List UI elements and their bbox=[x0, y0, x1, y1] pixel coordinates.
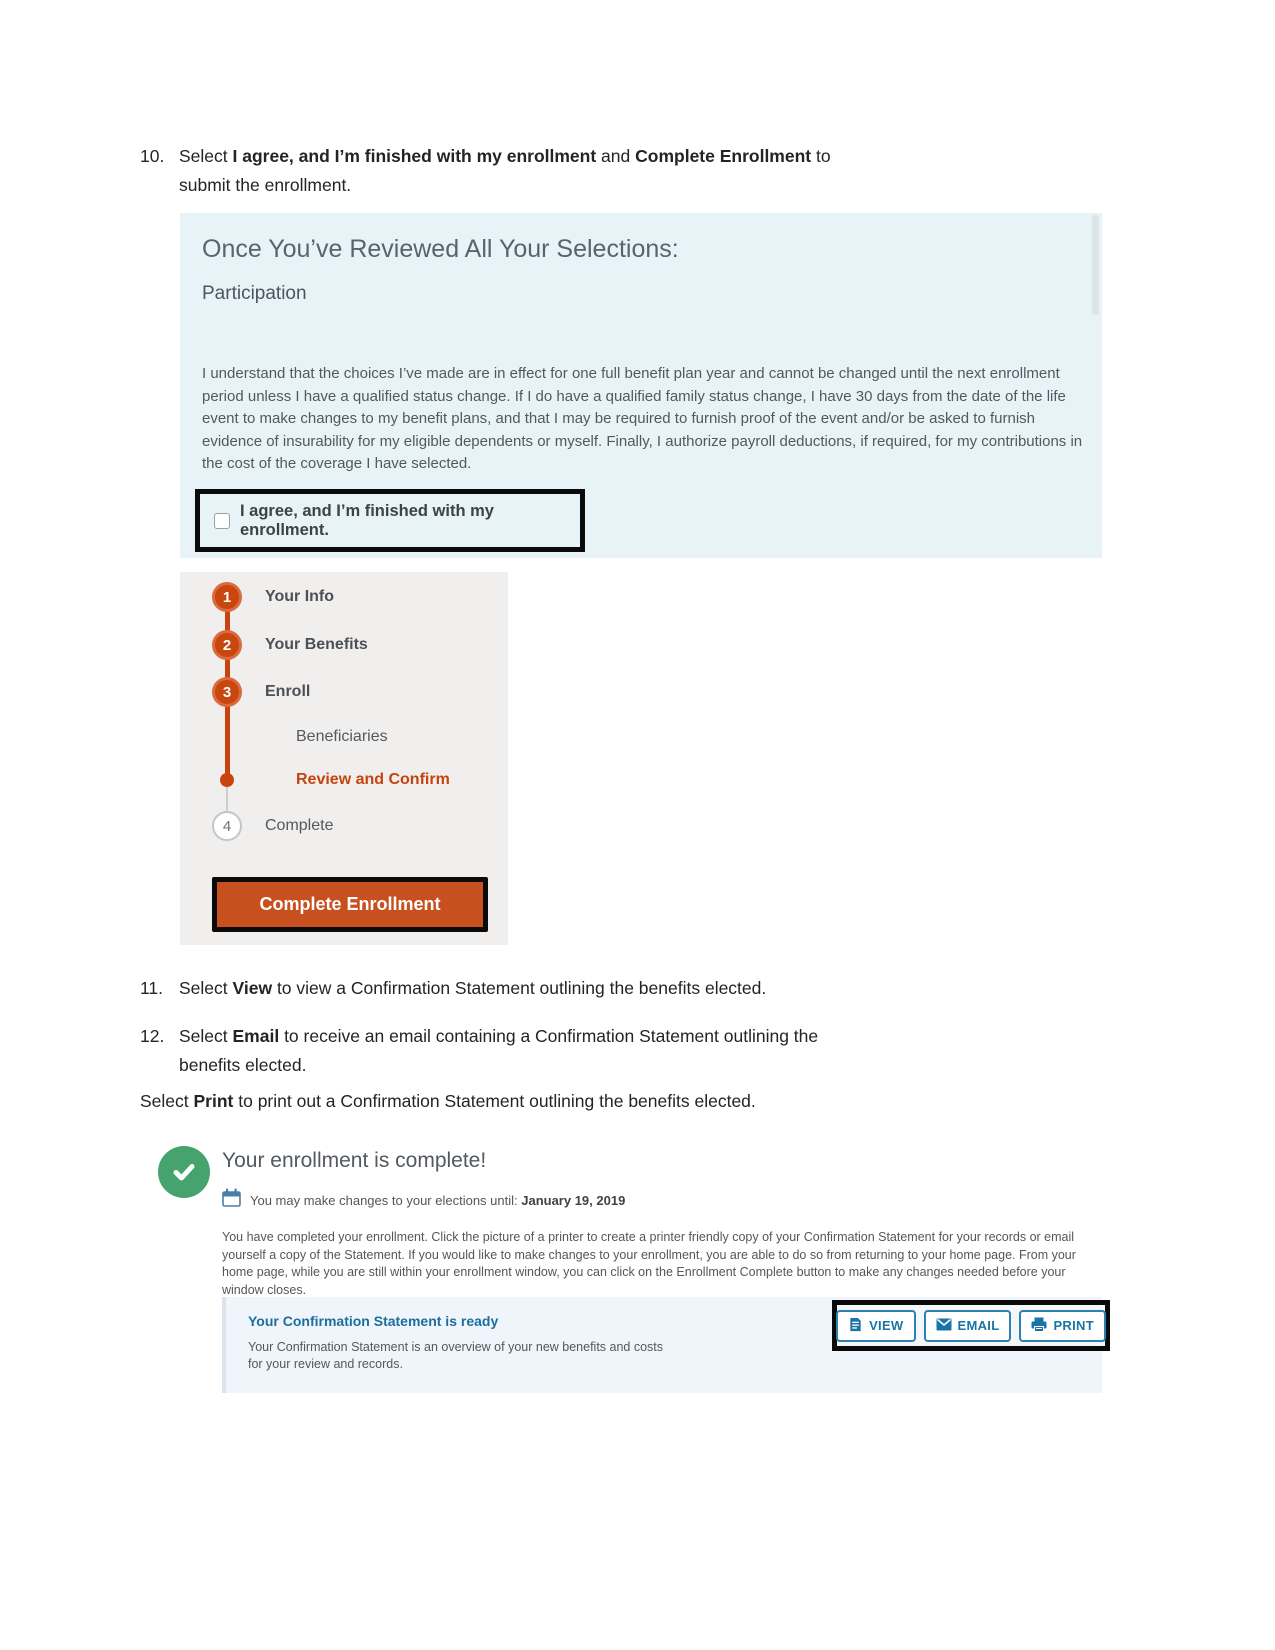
text-segment: Select bbox=[179, 978, 233, 998]
view-document-icon bbox=[848, 1317, 863, 1335]
participation-heading: Participation bbox=[202, 283, 307, 304]
print-icon bbox=[1031, 1317, 1047, 1335]
agree-checkbox[interactable] bbox=[214, 513, 230, 529]
statement-panel-title: Your Confirmation Statement is ready bbox=[248, 1313, 499, 1329]
list-number: 10. bbox=[140, 146, 165, 166]
complete-enrollment-button[interactable]: Complete Enrollment bbox=[212, 877, 488, 932]
instruction-text bbox=[179, 142, 1000, 200]
text-segment: Select bbox=[179, 146, 233, 166]
instruction-text bbox=[140, 1087, 1090, 1116]
enrollment-stepper-panel bbox=[180, 572, 508, 945]
agree-label: I agree, and I’m finished with my enrollment. bbox=[240, 501, 494, 539]
step-4-circle: 4 bbox=[212, 811, 242, 841]
bold-text-segment: I agree, and I’m finished with my enrollment bbox=[232, 146, 597, 166]
text-segment: to print out a Confirmation Statement outlining the benefits elected. bbox=[233, 1091, 756, 1111]
button-label: PRINT bbox=[1053, 1318, 1094, 1333]
text-segment: Select bbox=[140, 1091, 194, 1111]
bold-text-segment: Email bbox=[232, 1026, 280, 1046]
button-label: VIEW bbox=[869, 1318, 904, 1333]
stepper-item-enroll[interactable]: Enroll bbox=[265, 683, 311, 700]
print-button[interactable] bbox=[1019, 1310, 1106, 1342]
step-3-circle: 3 bbox=[212, 677, 242, 707]
text-segment: and bbox=[596, 146, 636, 166]
deadline-date: January 19, 2019 bbox=[521, 1193, 626, 1208]
stepper-item-complete[interactable]: Complete bbox=[265, 817, 334, 834]
agree-highlight-box bbox=[195, 489, 585, 552]
text-segment: to receive an email containing a Confirmation Statement outlining the bbox=[279, 1026, 819, 1046]
instruction-step-12 bbox=[140, 1022, 1040, 1080]
instruction-step-10 bbox=[140, 142, 1000, 200]
review-screenshot-panel bbox=[180, 213, 1102, 558]
text-segment: submit the enrollment. bbox=[179, 175, 352, 195]
stepper-item-review-and-confirm[interactable]: Review and Confirm bbox=[296, 771, 450, 788]
view-button[interactable] bbox=[836, 1310, 915, 1342]
stepper-item-your-info[interactable]: Your Info bbox=[265, 588, 335, 605]
step-1-circle: 1 bbox=[212, 582, 242, 612]
text-segment: to view a Confirmation Statement outlining the benefits elected. bbox=[272, 978, 767, 998]
instruction-text bbox=[179, 1022, 1040, 1080]
buttons-highlight-box bbox=[832, 1300, 1110, 1351]
completion-heading: Your enrollment is complete! bbox=[222, 1149, 487, 1172]
stepper-item-beneficiaries[interactable]: Beneficiaries bbox=[296, 728, 388, 745]
scrollbar[interactable] bbox=[1092, 215, 1099, 315]
statement-panel-description: Your Confirmation Statement is an overview of your new benefits and costs for your review and records. bbox=[248, 1340, 664, 1371]
deadline-row bbox=[222, 1188, 625, 1213]
instruction-step-11 bbox=[140, 974, 1040, 1003]
deadline-text bbox=[250, 1193, 625, 1208]
text-segment: Select bbox=[179, 1026, 233, 1046]
button-label: EMAIL bbox=[957, 1318, 1000, 1333]
text-segment: You may make changes to your elections until: bbox=[250, 1193, 522, 1208]
instruction-text bbox=[179, 974, 1040, 1003]
completion-body-text: You have completed your enrollment. Click the picture of a printer to create a printer friendly copy of your Confirmation Statement for your records or email yourself a copy of the Statement. If you would like to make changes to your enrollment, you are able to do so from returning to your home page. From your home page, while you are still within your enrollment window, you can click on the Enrollment Complete button to make any changes needed before your window closes. bbox=[222, 1230, 1076, 1297]
bold-text-segment: Complete Enrollment bbox=[635, 146, 812, 166]
text-segment: to bbox=[811, 146, 831, 166]
bold-text-segment: Print bbox=[193, 1091, 234, 1111]
print-instruction bbox=[140, 1087, 1090, 1116]
participation-disclaimer: I understand that the choices I’ve made are in effect for one full benefit plan year and cannot be changed until the next enrollment period unless I have a qualified status change. If I do have a qualified family status change, I have 30 days from the date of the life event to make changes to my benefit plans, and that I may be required to furnish proof of the event and/or be asked to furnish evidence of insurability for my eligible dependents or myself. Finally, I authorize payroll deductions, if required, for my contributions in the cost of the coverage I have selected. bbox=[202, 365, 1083, 472]
email-button[interactable] bbox=[924, 1310, 1012, 1342]
text-segment: benefits elected. bbox=[179, 1055, 307, 1075]
success-check-icon bbox=[158, 1146, 210, 1198]
list-number: 12. bbox=[140, 1026, 165, 1046]
stepper-item-your-benefits[interactable]: Your Benefits bbox=[265, 636, 368, 653]
step-2-circle: 2 bbox=[212, 630, 242, 660]
list-number: 11. bbox=[140, 978, 164, 998]
review-title: Once You’ve Reviewed All Your Selections: bbox=[202, 235, 679, 263]
email-icon bbox=[936, 1318, 952, 1334]
current-step-dot bbox=[220, 773, 234, 787]
calendar-icon bbox=[222, 1188, 241, 1213]
bold-text-segment: View bbox=[232, 978, 273, 998]
